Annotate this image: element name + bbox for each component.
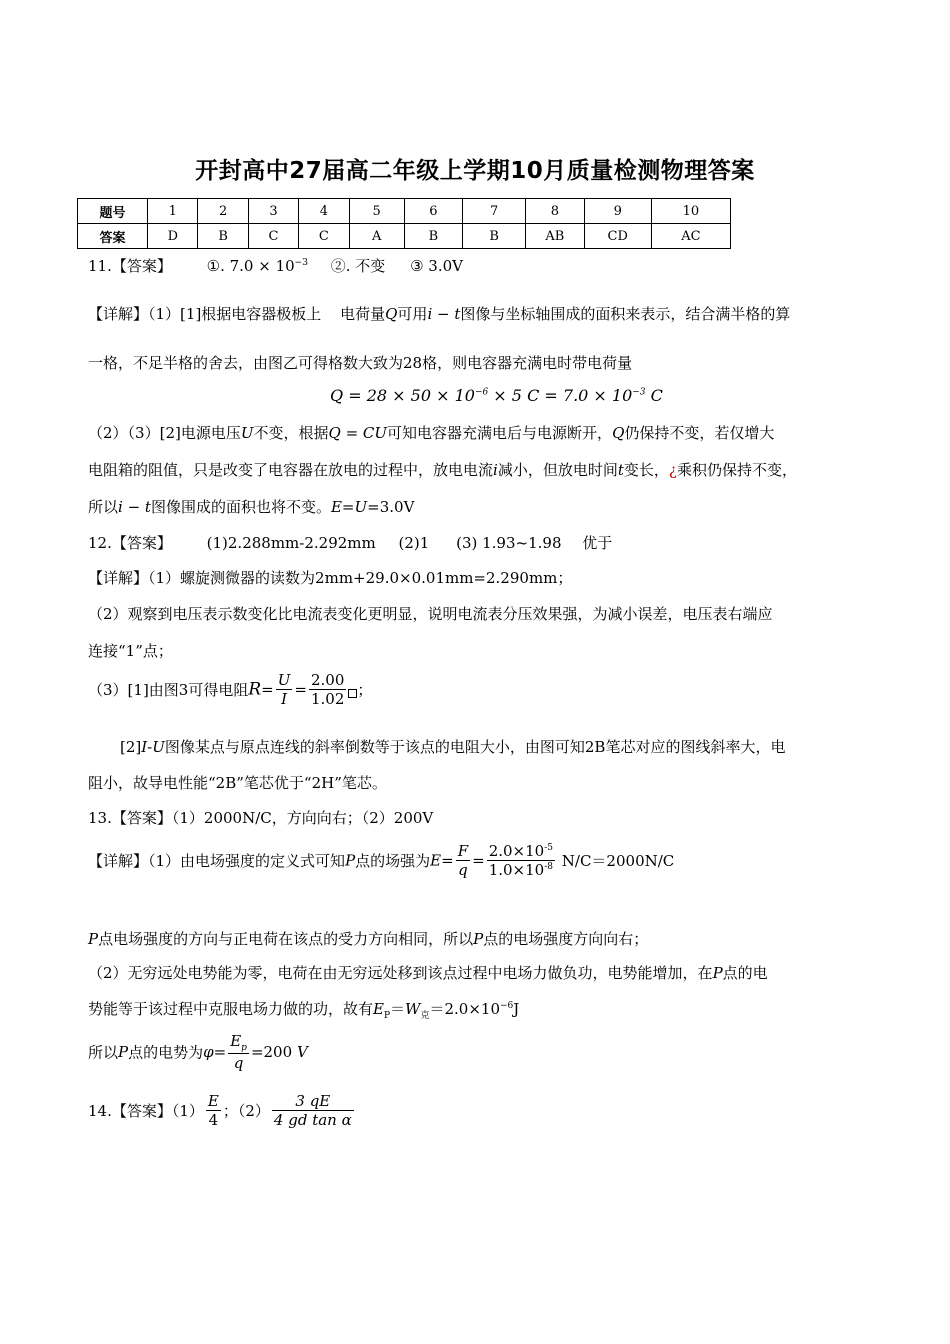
q13-detail-line: （2）无穷远处电势能为零，电荷在由无穷远处移到该点过程中电场力做负功，电势能增加，在P点的电 bbox=[88, 964, 768, 982]
row-label: 答案 bbox=[78, 224, 148, 249]
fraction: $\frac{E}{4}$ bbox=[207, 1092, 219, 1129]
fraction: $\frac{F}{q}$ bbox=[457, 842, 469, 879]
q12-detail-line: 【详解】（1）螺旋测微器的读数为2mm+29.0×0.01mm=2.290mm； bbox=[88, 569, 573, 587]
table-cell: AB bbox=[526, 224, 584, 249]
page-title: 开封高中27届高二年级上学期10月质量检测物理答案 bbox=[195, 158, 755, 184]
table-cell: C bbox=[248, 224, 298, 249]
q13-potential-line: 所以P点的电势为φ= $\frac{E_p}{q}$ =200 V bbox=[88, 1032, 308, 1072]
q12-resistance-line: （3）[1]由图3可得电阻R= $\frac{U}{I}$ = $\frac{2.00}{1.02}$ ； bbox=[88, 671, 373, 708]
table-cell: D bbox=[148, 224, 198, 249]
q12-detail-line: （2）观察到电压表示数变化比电流表变化更明显，说明电流表分压效果强，为减小误差，电压表右端应 bbox=[88, 605, 773, 623]
table-cell: 5 bbox=[349, 199, 404, 224]
table-cell: 6 bbox=[404, 199, 462, 224]
q11-detail-line: 所以i − t图像围成的面积也将不变。E=U=3.0V bbox=[88, 498, 415, 516]
table-cell: 10 bbox=[651, 199, 730, 224]
q11-answer-line: 11.【答案】 ①. $7.0 \times 10^{-3}$ ②. 不变 ③ 3.0V bbox=[88, 257, 463, 275]
q14-answer-line: 14.【答案】（1） $\frac{E}{4}$ ；（2） $\frac{3 qE}{\text{4 gd tan α}}$ bbox=[88, 1092, 352, 1129]
q11-detail-line: （2）（3）[2]电源电压U不变，根据Q = CU可知电容器充满电后与电源断开，Q仍保持不变，若仅增大 bbox=[88, 424, 775, 442]
table-cell: 1 bbox=[148, 199, 198, 224]
fraction: $\frac{U}{I}$ bbox=[277, 671, 291, 708]
row-label: 题号 bbox=[78, 199, 148, 224]
fraction: $\frac{E_p}{q}$ bbox=[230, 1032, 247, 1072]
table-row bbox=[78, 224, 731, 249]
fraction: $\frac{2.0\times 10^{-5}}{1.0\times 10^{-8}}$ bbox=[488, 842, 553, 879]
q11-equation: $Q = 28 \times 50 \times 10^{-6} \times 5$ $C = 7.0 \times 10^{-3}$ C bbox=[330, 386, 663, 405]
q12-detail-line: 连接“1”点； bbox=[88, 642, 173, 660]
table-cell: 2 bbox=[198, 199, 248, 224]
q11-detail-line: 【详解】（1）[1]根据电容器极板上 电荷量Q可用i − t图像与坐标轴围成的面积来表示，结合满半格的算 bbox=[88, 305, 791, 323]
q13-field-line: 【详解】（1）由电场强度的定义式可知P点的场强为E= $\frac{F}{q}$ = $\frac{2.0\times 10^{-5}}{1.0\times 10^{-8}}$ N/C＝2000N/C bbox=[88, 842, 675, 879]
table-cell: AC bbox=[651, 224, 730, 249]
table-row bbox=[78, 199, 731, 224]
table-cell: 9 bbox=[584, 199, 651, 224]
q13-detail-line: 势能等于该过程中克服电场力做的功，故有$E_P=W_克=2.0\times 10^{-6}J$ bbox=[88, 1000, 520, 1021]
q12-detail-line: [2]I-U图像某点与原点连线的斜率倒数等于该点的电阻大小，由图可知2B笔芯对应的图线斜率大，电 bbox=[120, 738, 786, 756]
table-cell: CD bbox=[584, 224, 651, 249]
table-cell: A bbox=[349, 224, 404, 249]
q11-detail-line: 电阻箱的阻值，只是改变了电容器在放电的过程中，放电电流i减小，但放电时间t变长，¿乘积仍保持不变， bbox=[88, 461, 797, 479]
table-cell: B bbox=[198, 224, 248, 249]
table-cell: B bbox=[404, 224, 462, 249]
q12-answer-line: 12.【答案】 (1)2.288mm-2.292mm (2)1 (3) 1.93~1.98 优于 bbox=[88, 534, 613, 552]
table-cell: B bbox=[463, 224, 526, 249]
table-cell: 3 bbox=[248, 199, 298, 224]
table-cell: 4 bbox=[299, 199, 349, 224]
table-cell: 8 bbox=[526, 199, 584, 224]
table-cell: 7 bbox=[463, 199, 526, 224]
q13-detail-line: P点电场强度的方向与正电荷在该点的受力方向相同，所以P点的电场强度方向向右； bbox=[88, 930, 649, 948]
q13-answer-line: 13.【答案】（1）2000N/C，方向向右；（2）200V bbox=[88, 809, 434, 827]
answer-table bbox=[77, 198, 731, 249]
q11-detail-line: 一格，不足半格的舍去，由图乙可得格数大致为28格，则电容器充满电时带电荷量 bbox=[88, 354, 633, 372]
fraction: $\frac{2.00}{1.02}$ bbox=[310, 671, 345, 708]
q12-detail-line: 阻小，故导电性能“2B”笔芯优于“2H”笔芯。 bbox=[88, 774, 387, 792]
table-cell: C bbox=[299, 224, 349, 249]
fraction: $\frac{3 qE}{\text{4 gd tan α}}$ bbox=[273, 1092, 352, 1129]
